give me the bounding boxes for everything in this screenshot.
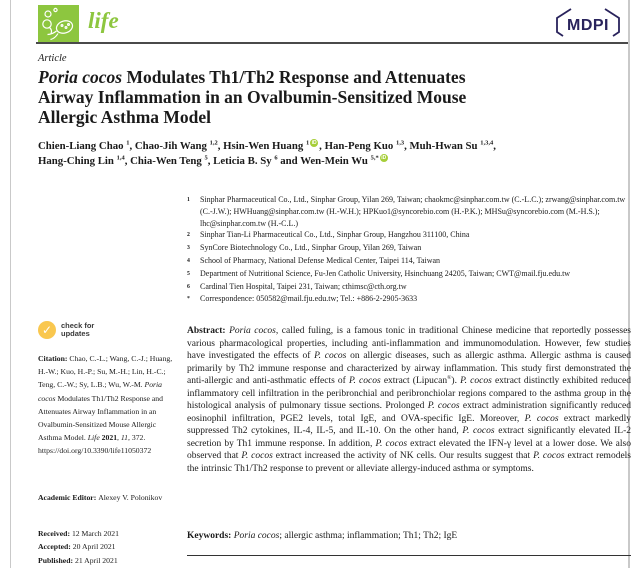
text-segment: Allergic Asthma Model bbox=[38, 106, 212, 127]
text-segment: extract administration significantly reduced eosinophil infiltration, PGE2 levels, total IgE, and OVA-specific IgE. Moreover, bbox=[187, 401, 631, 424]
abstract-paragraph bbox=[187, 325, 631, 476]
text-segment: 1 bbox=[126, 139, 130, 147]
text-segment: P. cocos bbox=[533, 451, 565, 462]
affiliation-text: SynCore Biotechnology Co., Ltd., Sinphar Group, Yilan 269, Taiwan bbox=[200, 243, 422, 253]
text-segment: ). bbox=[451, 376, 461, 387]
text-segment: , bbox=[493, 140, 496, 152]
text-segment: Modulates Th1/Th2 Response and Attenuates Airway Inflammation in an Ovalbumin-Sensitized Mouse Allergic Asthma Model. bbox=[38, 393, 163, 443]
header-rule bbox=[36, 42, 628, 44]
text-segment: Airway Inflammation in an Ovalbumin-Sensitized Mouse bbox=[38, 86, 467, 107]
check-label-line2: updates bbox=[61, 329, 90, 338]
received-date bbox=[38, 527, 180, 540]
text-segment: P. cocos bbox=[375, 438, 408, 449]
affiliation-marker: 2 bbox=[187, 232, 190, 239]
affiliation-marker: 5 bbox=[187, 270, 190, 277]
affiliation-row bbox=[187, 255, 633, 268]
accepted-date bbox=[38, 540, 180, 553]
text-segment: extract elevated the IFN-γ level at a lower dose. We also observed that bbox=[187, 438, 631, 462]
text-segment: Keywords: bbox=[187, 531, 234, 541]
text-segment: Poria cocos bbox=[229, 326, 276, 336]
text-segment: and Wen-Mein Wu bbox=[277, 155, 371, 167]
text-segment: 11 bbox=[120, 433, 128, 443]
text-segment: extract remodels the intrinsic Th1/Th2 response to prevent or alleviate allergy-induced asthma or symptoms. bbox=[187, 451, 631, 475]
affiliation-row bbox=[187, 293, 633, 306]
text-segment: 1,2 bbox=[209, 139, 218, 147]
text-segment: 2021 bbox=[101, 433, 118, 443]
affiliation-marker: 4 bbox=[187, 257, 190, 264]
text-segment: Accepted: bbox=[38, 542, 73, 552]
text-segment: extract markedly suppressed Th2 cytokines, IL-4, IL-5, and IL-10. On the other hand, bbox=[187, 413, 631, 437]
text-segment: Academic Editor: bbox=[38, 493, 99, 502]
text-segment: 21 April 2021 bbox=[74, 555, 118, 565]
text-segment: on allergic diseases, such as allergic asthma. Allergic asthma is caused primarily by Th2 immune response and characterized by airway inflammation. This study first demonstrated the anti-allergic and anti-asthmatic effects of bbox=[187, 351, 632, 387]
author-list bbox=[38, 139, 623, 169]
text-segment: 6 bbox=[274, 154, 278, 162]
text-segment: Chao, C.-L.; Wang, C.-J.; Huang, H.-W.; Kuo, H.-P.; Su, M.-H.; Lin, H.-C.; Teng, C.-W.; Sy, L.B.; Wu, W.-M. bbox=[38, 354, 173, 390]
orcid-icon[interactable]: iD bbox=[311, 140, 317, 147]
text-segment: P. cocos bbox=[460, 376, 492, 387]
affiliation-row bbox=[187, 268, 633, 281]
text-segment: extract distinctly exhibited reduced inflammatory cell infiltration in the peribronchial and peribronchiolar regions compared to the asthma group in the histological analysis of pulmonary tissue sections. Prolonged bbox=[187, 376, 631, 412]
text-segment: 1,4 bbox=[116, 154, 125, 162]
text-segment: 20 April 2021 bbox=[72, 542, 116, 552]
life-logo-art bbox=[38, 5, 79, 44]
text-segment: , Leticia B. Sy bbox=[207, 155, 275, 167]
text-segment: Chien-Liang Chao bbox=[38, 140, 127, 152]
check-for-updates-badge[interactable] bbox=[38, 321, 94, 339]
text-segment: 1 bbox=[305, 139, 310, 147]
page-edge-left bbox=[10, 0, 11, 568]
paper-title bbox=[38, 68, 616, 127]
affiliation-text: Cardinal Tien Hospital, Taipei 231, Taiwan; cthimsc@cth.org.tw bbox=[200, 281, 407, 291]
affiliation-text: Department of Nutritional Science, Fu-Jen Catholic University, Hsinchuang 24205, Taiwan; CWT@mail.fju.edu.tw bbox=[200, 268, 571, 278]
text-segment: P. cocos bbox=[427, 401, 460, 412]
affiliation-text: School of Pharmacy, National Defense Medical Center, Taipei 114, Taiwan bbox=[200, 255, 441, 265]
affiliation-row bbox=[187, 194, 633, 229]
affiliation-text: Correspondence: 050582@mail.fju.edu.tw; Tel.: +886-2-2905-3633 bbox=[200, 294, 418, 304]
text-segment: Modulates Th1/Th2 Response and Attenuates bbox=[122, 67, 466, 87]
text-segment: , Chao-Jih Wang bbox=[129, 140, 210, 152]
text-segment: , called fuling, is a famous tonic in traditional Chinese medicine that reportedly possesses various pharmacological properties, including anti-inflammation and immunomodulation. However, few studies have investigated the effects of bbox=[187, 326, 632, 362]
history-dates-block bbox=[38, 527, 180, 567]
text-segment: Poria cocos bbox=[38, 380, 163, 403]
citation-block bbox=[38, 352, 180, 458]
section-divider-rule bbox=[187, 555, 631, 556]
text-segment: ® bbox=[447, 375, 452, 382]
text-segment: ; allergic asthma; inflammation; Th1; Th2; IgE bbox=[279, 531, 458, 541]
article-type-label: Article bbox=[38, 53, 67, 64]
text-segment: extract increased the activity of NK cells. Our results suggest that bbox=[272, 451, 534, 462]
text-segment: Hang-Ching Lin bbox=[38, 155, 117, 167]
check-label-line1: check for bbox=[61, 320, 95, 330]
text-segment: Alexey V. Polonikov bbox=[98, 493, 163, 502]
text-segment: extract (Lipucan bbox=[380, 376, 448, 387]
affiliation-marker: 1 bbox=[187, 197, 190, 203]
affiliation-list bbox=[187, 194, 633, 306]
text-segment: 12 March 2021 bbox=[71, 529, 119, 538]
academic-editor-block bbox=[38, 491, 180, 504]
affiliation-text: Sinphar Tian-Li Pharmaceutical Co., Ltd., Sinphar Group, Hangzhou 311100, China bbox=[200, 230, 470, 240]
check-for-updates-label bbox=[61, 322, 94, 339]
text-segment: , Muh-Hwan Su bbox=[404, 140, 481, 152]
text-segment: Published: bbox=[38, 555, 75, 565]
text-segment: 5,* bbox=[370, 154, 379, 162]
text-segment: P. cocos bbox=[462, 426, 495, 437]
text-segment: P. cocos bbox=[314, 351, 347, 362]
text-segment: Poria cocos bbox=[233, 531, 280, 541]
text-segment: , bbox=[117, 433, 121, 443]
text-segment: 5 bbox=[204, 154, 208, 162]
affiliation-marker: 6 bbox=[187, 283, 190, 290]
text-segment: Citation: bbox=[38, 354, 70, 363]
affiliation-row bbox=[187, 242, 633, 255]
published-date bbox=[38, 554, 180, 567]
life-journal-logo bbox=[38, 5, 79, 44]
mdpi-wordmark: MDPI bbox=[567, 17, 609, 34]
affiliation-marker: * bbox=[187, 296, 190, 303]
text-segment: P. cocos bbox=[348, 376, 381, 387]
text-segment: Received: bbox=[38, 529, 72, 538]
affiliation-row bbox=[187, 229, 633, 242]
text-segment: P. cocos bbox=[241, 451, 273, 462]
text-segment: , 372. https://doi.org/10.3390/life11050372 bbox=[38, 433, 152, 456]
text-segment: 1,3 bbox=[395, 139, 405, 147]
text-segment: Life bbox=[87, 433, 100, 443]
keywords-line bbox=[187, 531, 631, 541]
affiliation-text: Sinphar Pharmaceutical Co., Ltd., Sinphar Group, Yilan 269, Taiwan; chaokmc@sinphar.com.tw (C.-L.C.); zrwang@sinphar.com.tw (C.-J.W.); HWHuang@sinphar.com.tw (H.-W.H.); HPKuo1@syncorebio.com (H.-P.K.); MHSu@syncorebio.com (M.-H.S.); lhc@sinphar.com.tw (H.-C.L.) bbox=[200, 195, 626, 228]
text-segment: extract significantly elevated IL-2 secretion by Th1 immune response. In addition, bbox=[187, 426, 631, 449]
text-segment: , Han-Peng Kuo bbox=[319, 140, 396, 152]
mdpi-logo[interactable] bbox=[550, 6, 626, 42]
affiliation-row bbox=[187, 281, 633, 294]
text-segment: Abstract: bbox=[187, 326, 230, 336]
text-segment: P. cocos bbox=[524, 413, 559, 424]
journal-name: life bbox=[88, 8, 119, 33]
text-segment: , Hsin-Wen Huang bbox=[217, 140, 306, 152]
text-segment: 1,3,4 bbox=[480, 139, 494, 147]
orcid-icon[interactable]: iD bbox=[381, 155, 387, 162]
check-icon: ✓ bbox=[38, 321, 56, 339]
affiliation-marker: 3 bbox=[187, 245, 190, 252]
text-segment: Poria cocos bbox=[38, 67, 123, 87]
text-segment: , Chia-Wen Teng bbox=[124, 155, 205, 167]
